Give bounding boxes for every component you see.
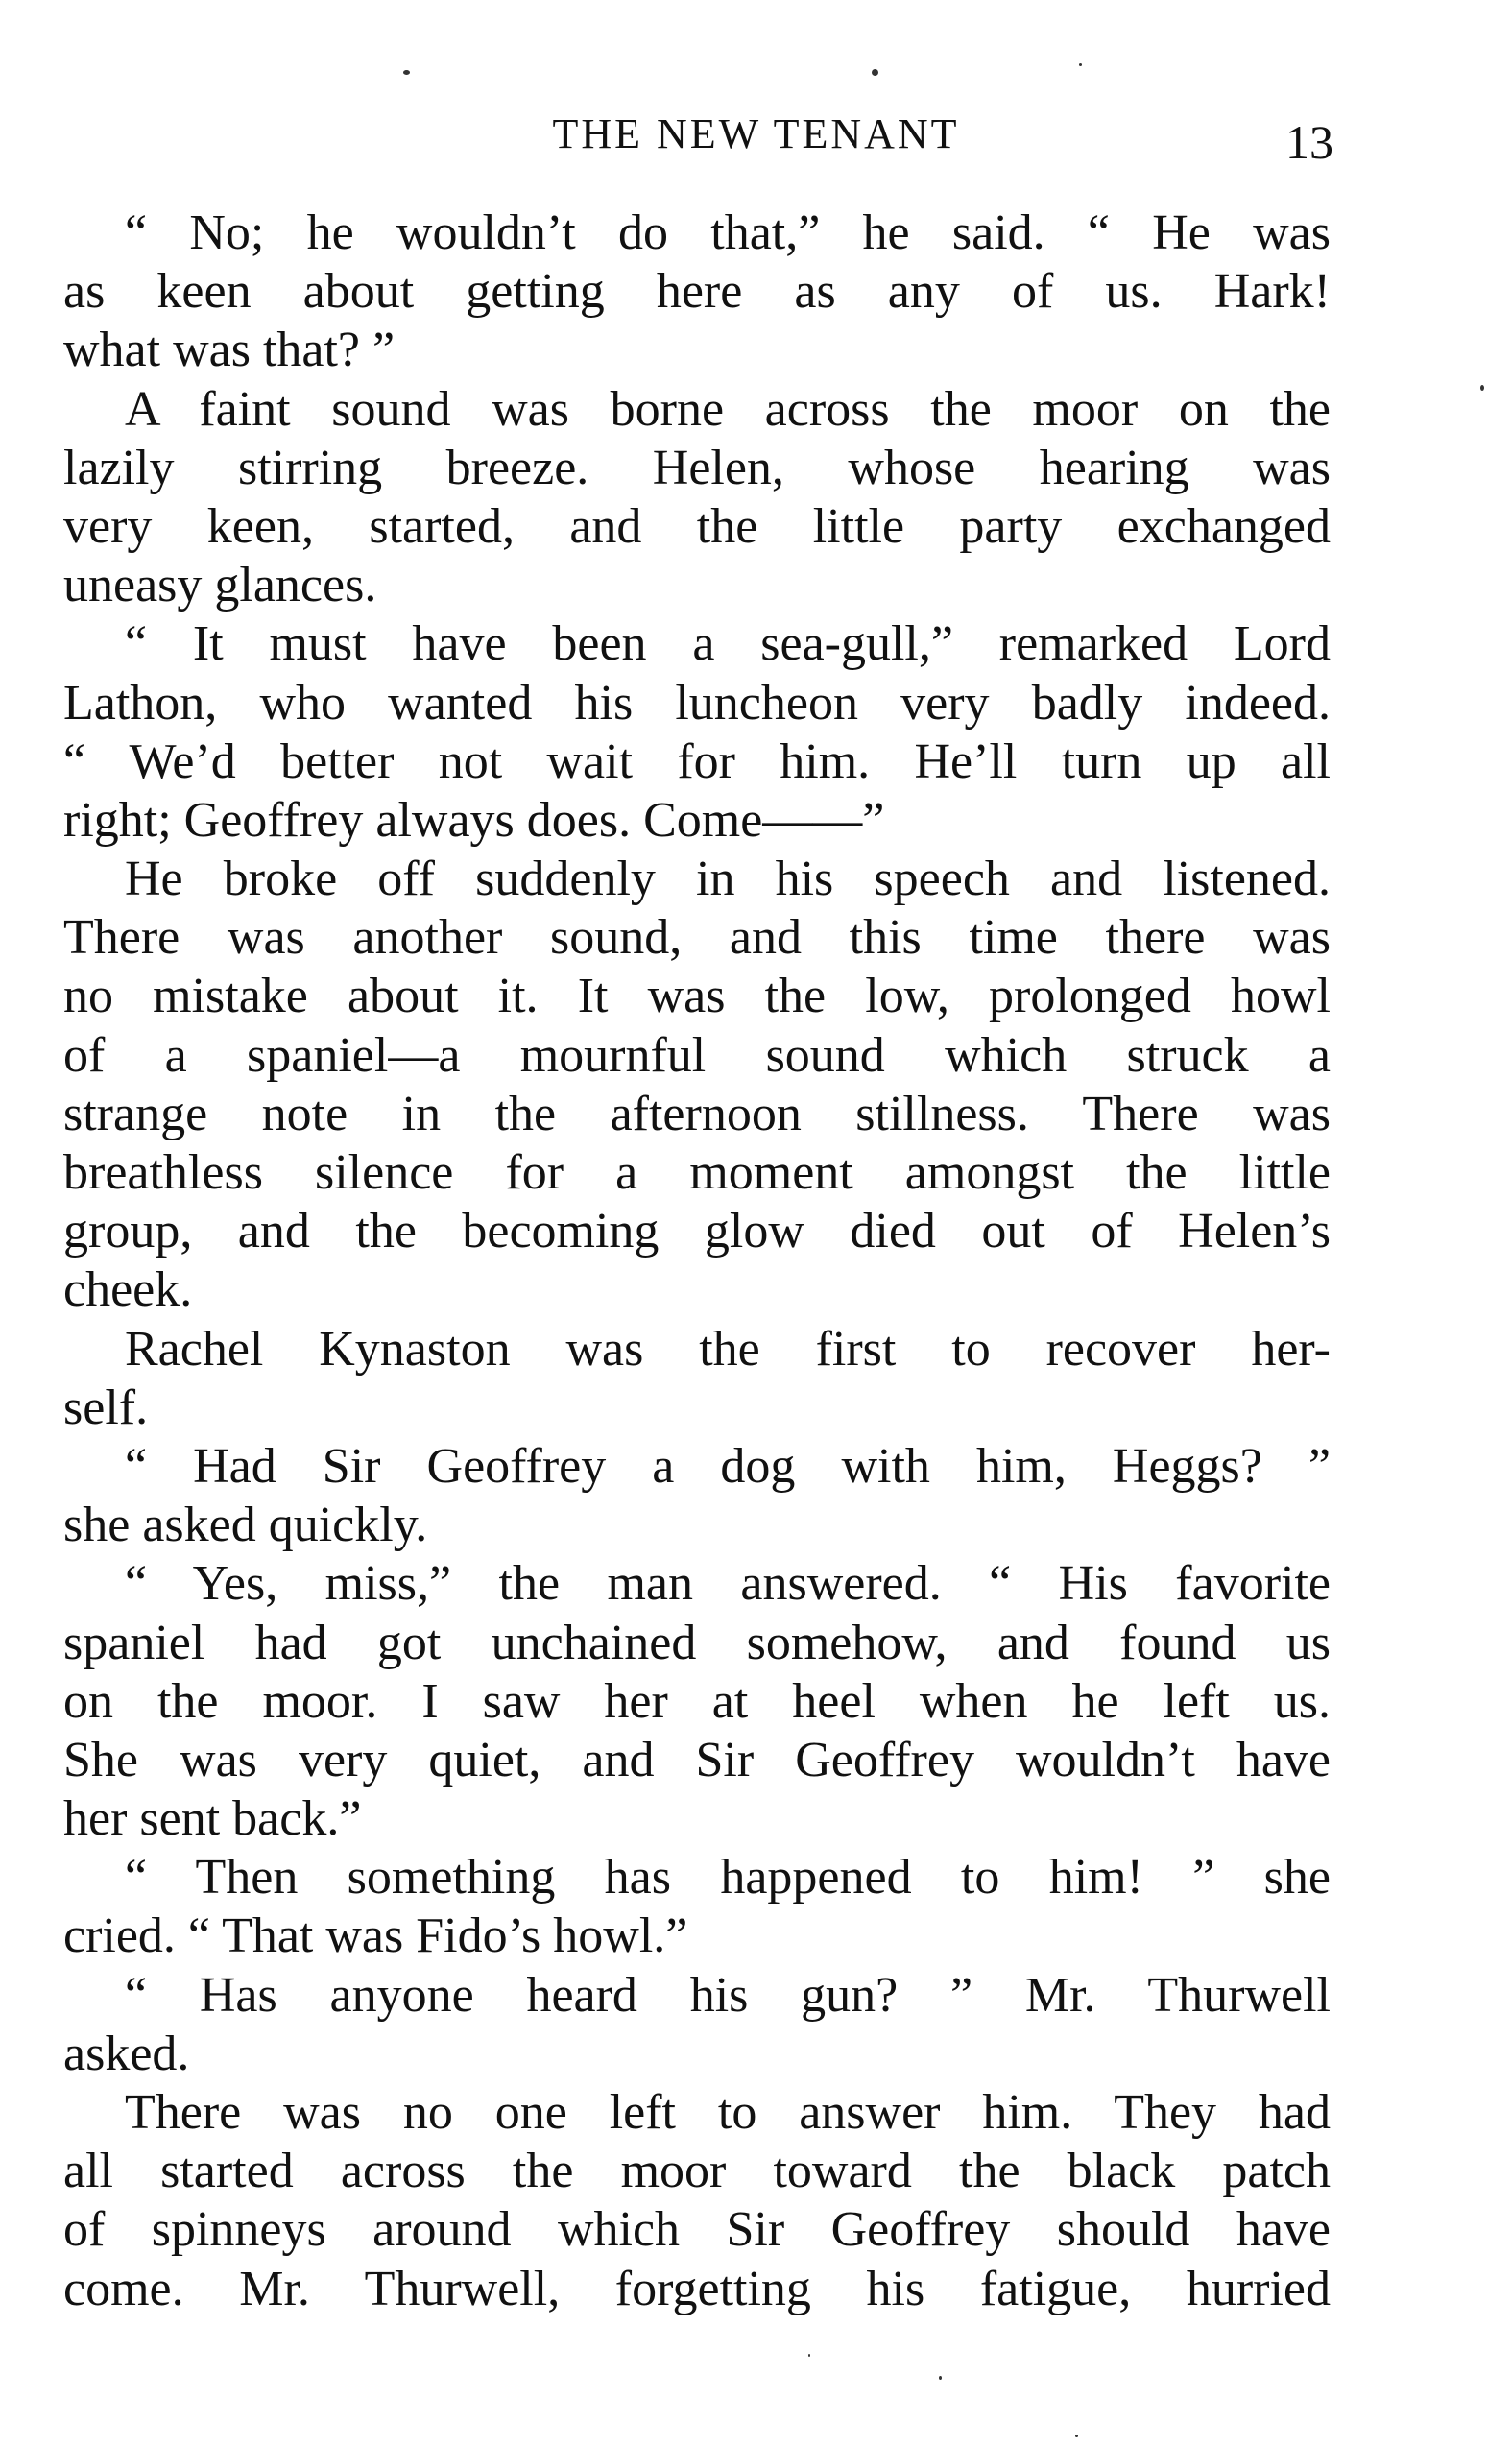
text-line: She was very quiet, and Sir Geoffrey wouldn’t have (63, 1732, 1331, 1787)
text-line: Lathon, who wanted his luncheon very badly indeed. (63, 675, 1331, 731)
text-line: right; Geoffrey always does. Come——” (63, 792, 885, 848)
text-line: what was that? ” (63, 323, 396, 378)
text-line: of spinneys around which Sir Geoffrey should have (63, 2202, 1331, 2258)
text-line: “ Yes, miss,” the man answered. “ His favorite (125, 1556, 1331, 1612)
text-line: lazily stirring breeze. Helen, whose hearing was (63, 440, 1331, 495)
text-line: “ Then something has happened to him! ” she (125, 1850, 1331, 1906)
print-speck (939, 2376, 942, 2380)
text-line: on the moor. I saw her at heel when he left us. (63, 1673, 1331, 1729)
print-speck (808, 2354, 810, 2357)
text-line: “ We’d better not wait for him. He’ll turn up all (63, 733, 1331, 789)
print-speck (1480, 385, 1484, 391)
text-line: Rachel Kynaston was the first to recover her- (125, 1321, 1331, 1377)
text-line: spaniel had got unchained somehow, and found us (63, 1615, 1331, 1670)
text-line: There was no one left to answer him. They had (125, 2085, 1331, 2140)
text-line: A faint sound was borne across the moor on the (125, 381, 1331, 437)
running-title: THE NEW TENANT (552, 110, 960, 157)
text-line: her sent back.” (63, 1791, 362, 1847)
text-line: strange note in the afternoon stillness. There was (63, 1086, 1331, 1141)
text-line: asked. (63, 2026, 190, 2081)
page-number: 13 (1285, 115, 1333, 169)
text-line: no mistake about it. It was the low, prolonged howl (63, 969, 1331, 1024)
print-speck (872, 69, 878, 76)
print-speck (403, 70, 410, 75)
text-line: “ Has anyone heard his gun? ” Mr. Thurwell (125, 1967, 1331, 2023)
text-line: she asked quickly. (63, 1498, 428, 1553)
text-line: very keen, started, and the little party exchanged (63, 498, 1331, 554)
text-line: cheek. (63, 1262, 193, 1318)
text-line: He broke off suddenly in his speech and listened. (125, 852, 1331, 907)
print-speck (1075, 2435, 1078, 2437)
text-line: There was another sound, and this time there was (63, 910, 1331, 966)
text-line: come. Mr. Thurwell, forgetting his fatigue, hurried (63, 2261, 1331, 2316)
body-text (63, 204, 1331, 2318)
text-line: “ It must have been a sea-gull,” remarked Lord (125, 616, 1331, 672)
text-line: breathless silence for a moment amongst the little (63, 1145, 1331, 1200)
text-line: uneasy glances. (63, 558, 377, 613)
text-line: all started across the moor toward the black patch (63, 2144, 1331, 2199)
text-line: group, and the becoming glow died out of Helen’s (63, 1204, 1331, 1259)
text-line: “ Had Sir Geoffrey a dog with him, Heggs? ” (125, 1438, 1331, 1494)
print-speck (1079, 63, 1082, 66)
running-head (0, 106, 1512, 169)
text-line: of a spaniel—a mournful sound which struck a (63, 1027, 1331, 1083)
text-line: cried. “ That was Fido’s howl.” (63, 1908, 688, 1964)
text-line: “ No; he wouldn’t do that,” he said. “ He was (125, 205, 1331, 260)
text-line: as keen about getting here as any of us. Hark! (63, 264, 1331, 320)
text-line: self. (63, 1379, 149, 1435)
